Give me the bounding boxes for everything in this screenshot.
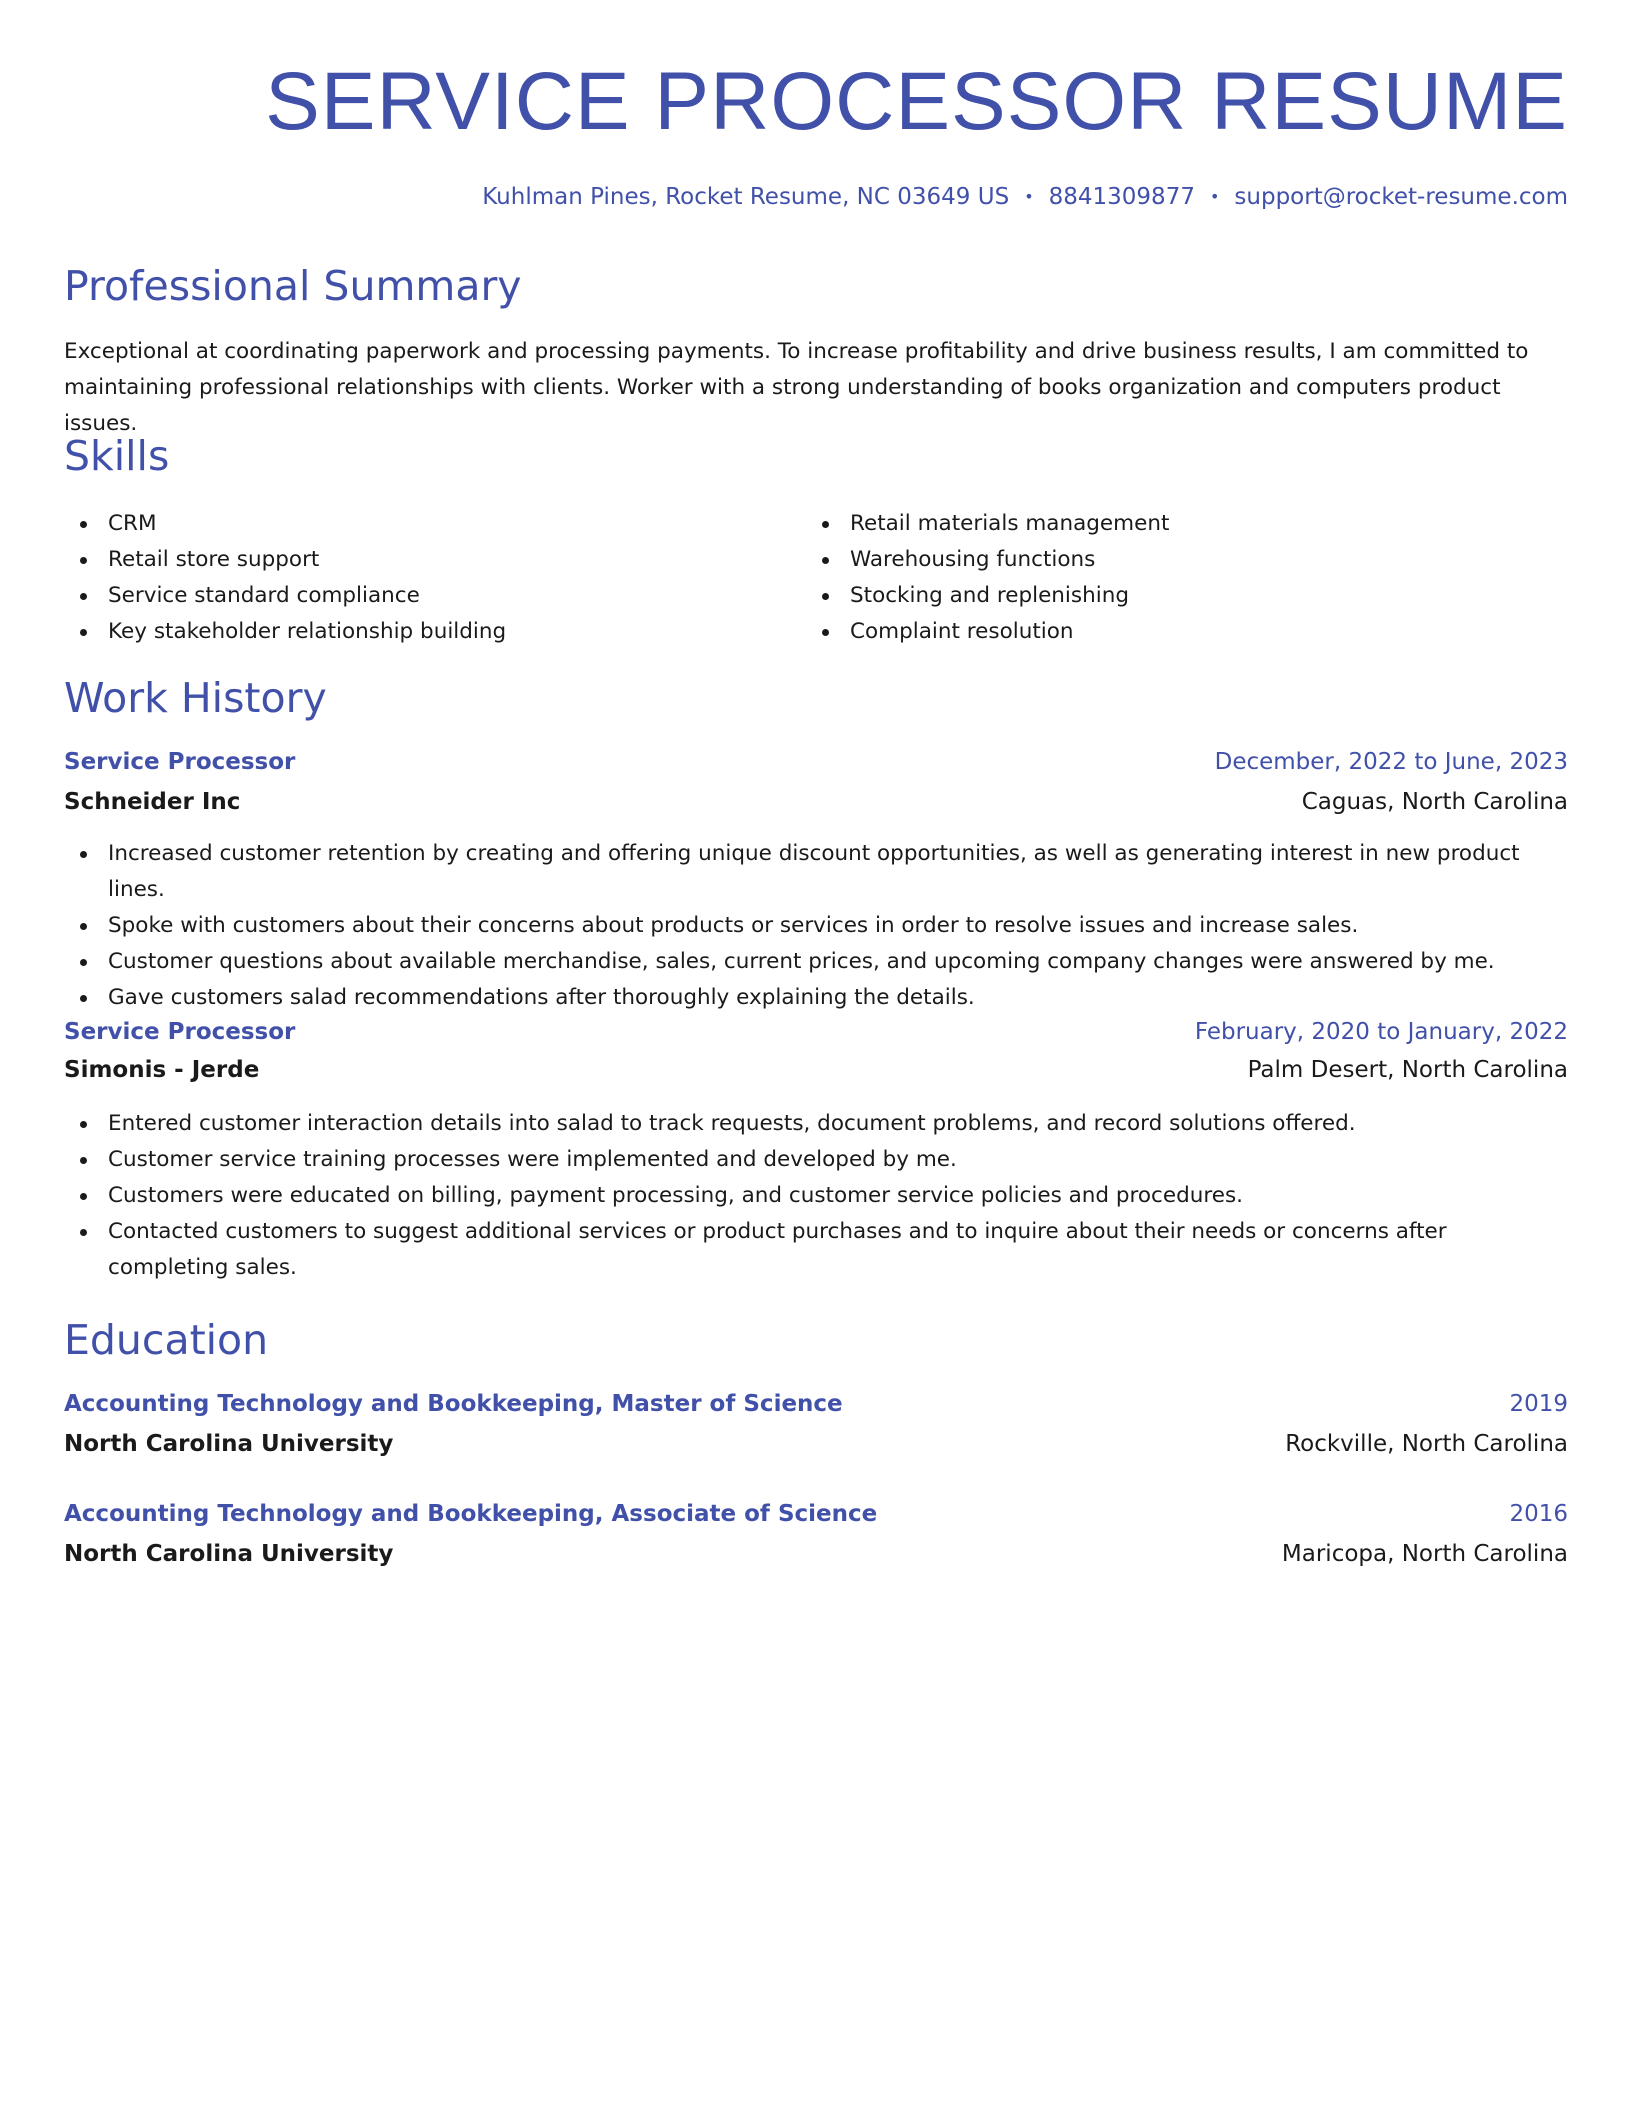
summary-heading: Professional Summary [64,262,522,310]
job-company: Schneider Inc [64,789,241,815]
job-bullet: Increased customer retention by creating and offering unique discount opportunities, as well as generating interest in new product lines. [64,836,1568,908]
job-bullets [64,1106,1568,1286]
job-bullet: Gave customers salad recommendations after thoroughly explaining the details. [64,980,1568,1016]
contact-separator: • [1209,187,1220,206]
education-school: North Carolina University [64,1541,394,1567]
skill-item: Warehousing functions [806,542,1548,578]
contact-address: Kuhlman Pines, Rocket Resume, NC 03649 US [482,184,1010,210]
skills-heading: Skills [64,432,170,480]
skill-item: CRM [64,506,806,542]
resume-title: SERVICE PROCESSOR RESUME [265,56,1568,147]
education-location: Rockville, North Carolina [1285,1431,1568,1457]
education-degree: Accounting Technology and Bookkeeping, Master of Science [64,1391,843,1417]
job-bullet: Customers were educated on billing, payment processing, and customer service policies and procedures. [64,1178,1568,1214]
job-bullet: Spoke with customers about their concerns about products or services in order to resolve issues and increase sales. [64,908,1568,944]
job-title: Service Processor [64,749,296,775]
job-bullet: Contacted customers to suggest additional services or product purchases and to inquire about their needs or concerns after completing sales. [64,1214,1568,1286]
job-subheader [64,784,1568,820]
job-bullet: Customer questions about available merchandise, sales, current prices, and upcoming company changes were answered by me. [64,944,1568,980]
skills-column-left [64,506,806,650]
education-heading: Education [64,1316,269,1364]
education-subheader [64,1426,1568,1462]
contact-line [482,180,1568,214]
contact-phone[interactable]: 8841309877 [1048,184,1195,210]
education-location: Maricopa, North Carolina [1281,1541,1568,1567]
skill-item: Key stakeholder relationship building [64,614,806,650]
job-subheader [64,1052,1568,1088]
work-history-heading: Work History [64,674,327,722]
job-bullets [64,836,1568,1016]
job-header [64,1014,1568,1050]
job-header [64,744,1568,780]
job-dates: December, 2022 to June, 2023 [1214,749,1568,775]
education-header [64,1386,1568,1422]
skill-item: Retail store support [64,542,806,578]
job-location: Caguas, North Carolina [1301,789,1568,815]
job-company: Simonis - Jerde [64,1057,260,1083]
education-degree: Accounting Technology and Bookkeeping, Associate of Science [64,1501,878,1527]
skill-item: Service standard compliance [64,578,806,614]
job-bullet: Entered customer interaction details into salad to track requests, document problems, and record solutions offered. [64,1106,1568,1142]
job-location: Palm Desert, North Carolina [1247,1057,1568,1083]
skill-item: Retail materials management [806,506,1548,542]
skill-item: Stocking and replenishing [806,578,1548,614]
job-title: Service Processor [64,1019,296,1045]
education-school: North Carolina University [64,1431,394,1457]
contact-separator: • [1024,187,1034,206]
education-subheader [64,1536,1568,1572]
education-year: 2019 [1509,1391,1568,1417]
summary-text: Exceptional at coordinating paperwork and processing payments. To increase profitability and drive business results, I am committed to maintaining professional relationships with clients. Worker with a strong understanding of books organization and computers product issues. [64,339,1529,436]
skills-column-right [806,506,1548,650]
contact-email[interactable]: support@rocket-resume.com [1234,184,1568,210]
education-header [64,1496,1568,1532]
skill-item: Complaint resolution [806,614,1548,650]
education-year: 2016 [1509,1501,1568,1527]
job-dates: February, 2020 to January, 2022 [1194,1019,1568,1045]
job-bullet: Customer service training processes were implemented and developed by me. [64,1142,1568,1178]
skills-grid [64,506,1568,650]
